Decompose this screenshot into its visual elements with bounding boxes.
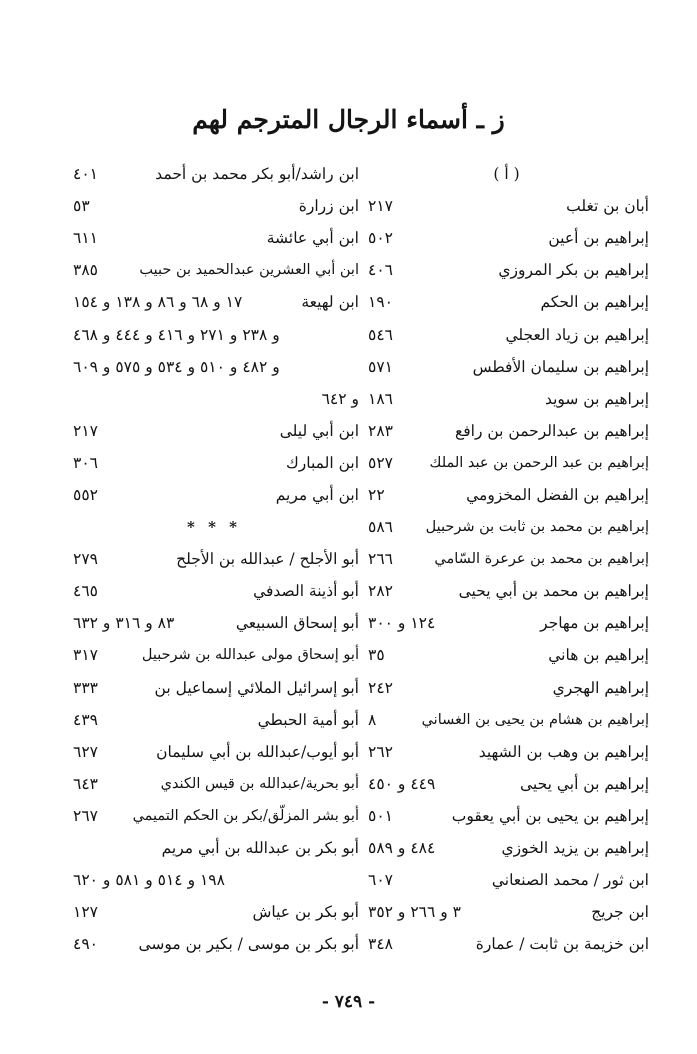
entry-pages: ٤٤٩ و ٤٥٠ [368, 774, 436, 793]
entry-name: أبو بحرية/عبدالله بن قيس الكندي [160, 775, 359, 792]
entry-pages: ٥٨٦ [368, 518, 393, 537]
entry-name: إبراهيم بن يزيد الخوزي [501, 839, 649, 858]
page-title: ز ـ أسماء الرجال المترجم لهم [192, 105, 505, 134]
index-entry [69, 254, 359, 286]
entry-name: إبراهيم الهجري [552, 678, 649, 697]
entry-pages: ٢٨٣ [368, 421, 393, 440]
entry-name: ( أ ) [493, 165, 520, 184]
entry-pages: ٤٣٩ [73, 710, 98, 729]
entry-pages: ٢٧٩ [73, 550, 98, 569]
entry-pages: ٣٤٨ [368, 935, 393, 954]
entry-name: ابن زرارة [298, 197, 359, 216]
entry-pages: ٢٤٢ [368, 678, 393, 697]
entry-name: إبراهيم بن عبدالرحمن بن رافع [454, 421, 649, 440]
entry-pages: ٤٦٥ [73, 582, 98, 601]
index-column-right [364, 158, 649, 960]
entry-name: أبو بكر بن عبدالله بن أبي مريم [161, 839, 359, 858]
entry-pages: ٣٠٦ [73, 453, 98, 472]
entry-name: ابن المبارك [286, 453, 359, 472]
entry-name: أبو أيوب/عبدالله بن أبي سليمان [156, 742, 359, 761]
index-entry [364, 607, 649, 639]
entry-name: أبو بشر المزلّق/بكر بن الحكم التميمي [132, 807, 359, 824]
index-entry [364, 383, 649, 415]
entry-pages: ٥٤٦ [368, 325, 393, 344]
entry-name: إبراهيم بن محمد بن عرعرة السّامي [434, 551, 649, 568]
index-entry [364, 222, 649, 254]
entry-pages: ٦٠٧ [368, 871, 393, 890]
entry-pages: ٦٢٧ [73, 742, 98, 761]
entry-pages: ١٢٧ [73, 903, 98, 922]
index-entry [69, 639, 359, 671]
index-entry [69, 832, 359, 864]
entry-name: أبو إسحاق مولى عبدالله بن شرحبيل [141, 647, 359, 664]
index-entry [69, 575, 359, 607]
entry-pages: ١٨٦ [368, 389, 393, 408]
entry-name: إبراهيم بن يحيى بن أبي يعقوب [451, 806, 649, 825]
index-entry [69, 607, 359, 639]
entry-pages: و ٤٨٢ و ٥١٠ و ٥٣٤ و ٥٧٥ و ٦٠٩ [73, 357, 280, 376]
entry-pages: ٣٨٥ [73, 261, 98, 280]
entry-pages: ٢٢ [368, 485, 385, 504]
entry-pages: ٥٥٢ [73, 485, 98, 504]
entry-pages: ٤٨٤ و ٥٨٩ [368, 839, 436, 858]
entry-name: * * * [187, 518, 241, 537]
entry-pages: ٥٢٧ [368, 453, 393, 472]
index-entry [69, 447, 359, 479]
entry-pages: ٣٥ [368, 646, 385, 665]
index-entry [364, 447, 649, 479]
index-entry [364, 672, 649, 704]
index-entry [364, 511, 649, 543]
index-entry [364, 286, 649, 318]
entry-pages: ٤٠١ [73, 165, 98, 184]
entry-pages: ٨٣ و ٣١٦ و ٦٣٢ [73, 614, 175, 633]
entry-pages: ٤٠٦ [368, 261, 393, 280]
entry-name: أبان بن تغلب [566, 197, 649, 216]
index-entry [364, 736, 649, 768]
entry-name: ابن راشد/أبو بكر محمد بن أحمد [155, 165, 359, 184]
entry-name: أبو أمية الحبطي [257, 710, 359, 729]
entry-name: أبو إسرائيل الملائي إسماعيل بن [154, 678, 359, 697]
entry-name: أبو بكر بن موسى / بكير بن موسى [138, 935, 359, 954]
entry-name: إبراهيم بن محمد بن ثابت بن شرحبيل [425, 519, 649, 536]
entry-name: أبو أذينة الصدفي [253, 582, 359, 601]
index-entry [69, 768, 359, 800]
entry-pages: و ٦٤٢ [321, 389, 359, 408]
index-entry [69, 928, 359, 960]
entry-name: إبراهيم بن سليمان الأفطس [472, 357, 649, 376]
index-entry [364, 832, 649, 864]
entry-pages: ٢٦٢ [368, 742, 393, 761]
entry-pages: ٢١٧ [368, 197, 393, 216]
entry-pages: ٢٦٧ [73, 806, 98, 825]
entry-pages: ٥٠٢ [368, 229, 393, 248]
index-entry-continuation [69, 351, 359, 383]
index-entry [364, 800, 649, 832]
entry-name: إبراهيم بن مهاجر [540, 614, 649, 633]
entry-pages: ٨ [368, 710, 377, 729]
entry-name: إبراهيم بن أبي يحيى [520, 774, 649, 793]
index-entry [69, 896, 359, 928]
entry-name: إبراهيم بن هشام بن يحيى بن الغساني [421, 711, 649, 728]
entry-pages: ١٩٠ [368, 293, 393, 312]
index-entry [364, 254, 649, 286]
entry-pages: ١٩٨ و ٥١٤ و ٥٨١ و ٦٢٠ [73, 871, 225, 890]
entry-pages: ٥٣ [73, 197, 90, 216]
index-entry [364, 318, 649, 350]
entry-name: إبراهيم بن عبد الرحمن بن عبد الملك [429, 454, 649, 471]
entry-name: أبو بكر بن عياش [252, 903, 359, 922]
index-column-left [69, 158, 359, 960]
entry-pages: ١٢٤ و ٣٠٠ [368, 614, 436, 633]
index-entry [69, 286, 359, 318]
index-entry [364, 190, 649, 222]
page-number: - ٧٤٩ - [321, 992, 376, 1012]
entry-name: إبراهيم بن بكر المروزي [498, 261, 649, 280]
index-entry [364, 704, 649, 736]
section-heading-alif [364, 158, 649, 190]
index-entry [69, 222, 359, 254]
entry-name: إبراهيم بن سويد [544, 389, 649, 408]
entry-name: إبراهيم بن وهب بن الشهيد [478, 742, 649, 761]
entry-pages: ٢١٧ [73, 421, 98, 440]
index-entry [69, 158, 359, 190]
index-entry [69, 736, 359, 768]
index-entry-continuation [69, 864, 359, 896]
index-entry [69, 800, 359, 832]
entry-pages: و ٢٣٨ و ٢٧١ و ٤١٦ و ٤٤٤ و ٤٦٨ [73, 325, 280, 344]
index-entry [69, 704, 359, 736]
index-entry [69, 479, 359, 511]
index-entry [364, 415, 649, 447]
entry-pages: ٤٩٠ [73, 935, 98, 954]
entry-name: إبراهيم بن زياد العجلي [505, 325, 649, 344]
index-entry [364, 896, 649, 928]
entry-name: ابن جريج [591, 903, 649, 922]
index-entry [364, 864, 649, 896]
entry-pages: ١٧ و ٦٨ و ٨٦ و ١٣٨ و ١٥٤ [73, 293, 243, 312]
entry-name: إبراهيم بن أعين [548, 229, 649, 248]
index-entry [364, 768, 649, 800]
entry-name: إبراهيم بن هاني [548, 646, 649, 665]
index-entry [69, 415, 359, 447]
index-entry [69, 672, 359, 704]
index-entry [364, 479, 649, 511]
index-entry-continuation [69, 383, 359, 415]
entry-pages: ٦٤٣ [73, 774, 98, 793]
entry-name: ابن لهيعة [301, 293, 359, 312]
entry-name: ابن خزيمة بن ثابت / عمارة [475, 935, 649, 954]
entry-pages: ٥٧١ [368, 357, 393, 376]
entry-pages: ٣ و ٢٦٦ و ٣٥٢ [368, 903, 461, 922]
entry-pages: ٦١١ [73, 229, 98, 248]
index-entry [364, 575, 649, 607]
entry-name: إبراهيم بن الفضل المخزومي [466, 485, 649, 504]
entry-name: ابن أبي عائشة [266, 229, 359, 248]
index-entry-continuation [69, 318, 359, 350]
entry-name: ابن أبي مريم [275, 485, 359, 504]
entry-name: ابن أبي ليلى [279, 421, 359, 440]
section-separator-stars [69, 511, 359, 543]
index-entry [364, 639, 649, 671]
entry-name: إبراهيم بن محمد بن أبي يحيى [458, 582, 649, 601]
index-entry [364, 351, 649, 383]
entry-name: ابن أبي العشرين عبدالحميد بن حبيب [139, 262, 359, 279]
entry-pages: ٣٣٣ [73, 678, 98, 697]
entry-name: أبو الأجلح / عبدالله بن الأجلح [176, 550, 359, 569]
index-entry [364, 928, 649, 960]
entry-pages: ٢٨٢ [368, 582, 393, 601]
entry-pages: ٢٦٦ [368, 550, 393, 569]
entry-name: أبو إسحاق السبيعي [235, 614, 359, 633]
index-entry [364, 543, 649, 575]
entry-name: إبراهيم بن الحكم [540, 293, 649, 312]
entry-pages: ٣١٧ [73, 646, 98, 665]
index-entry [69, 543, 359, 575]
entry-name: ابن ثور / محمد الصنعاني [491, 871, 649, 890]
entry-pages: ٥٠١ [368, 806, 393, 825]
index-entry [69, 190, 359, 222]
